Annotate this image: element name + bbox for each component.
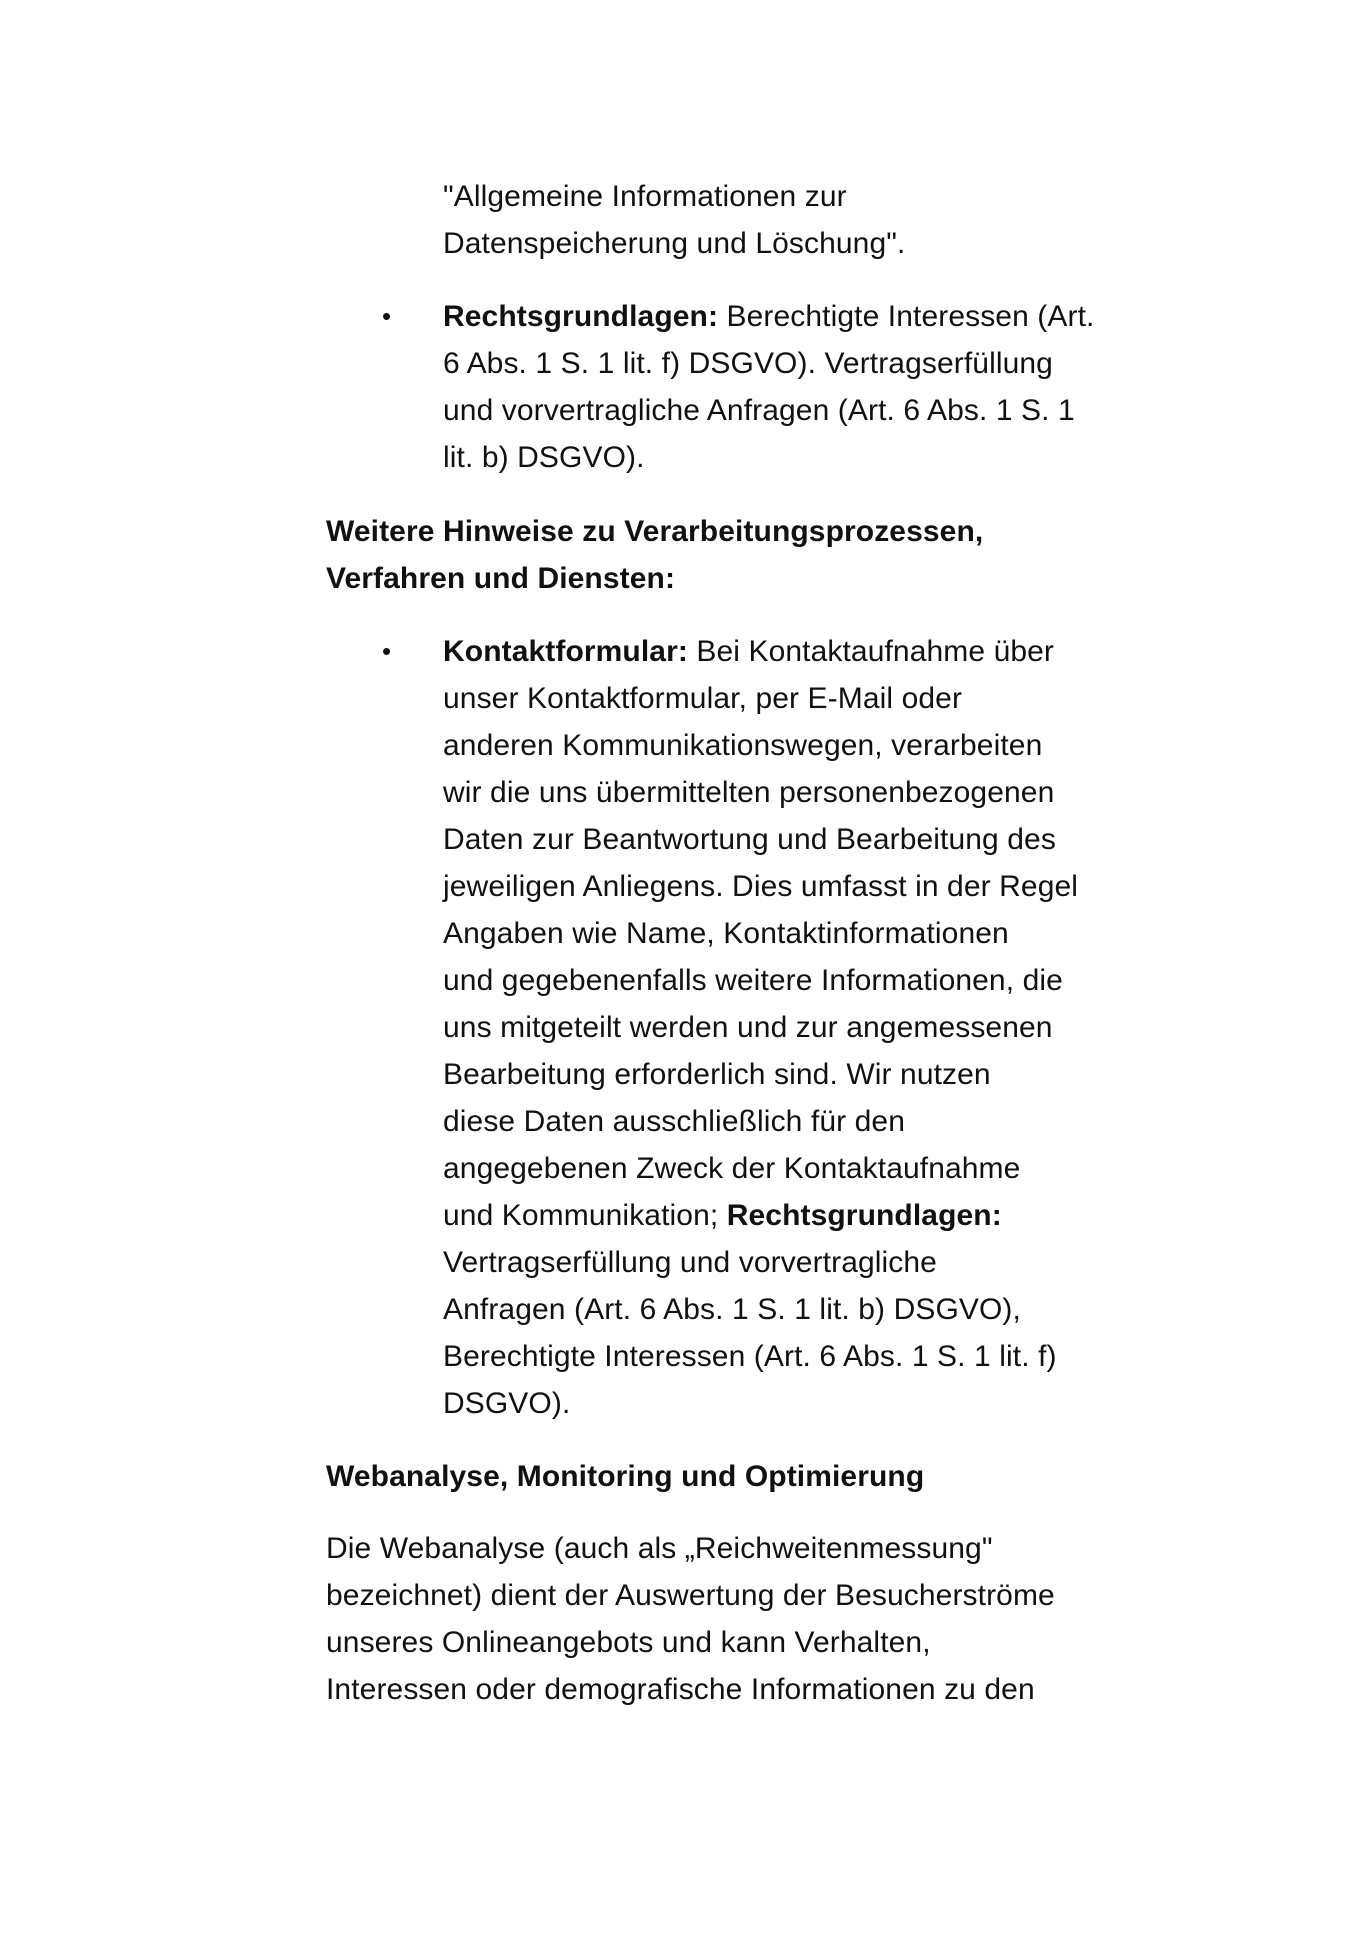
text-line: anderen Kommunikationswegen, verarbeiten [443,729,1043,762]
text-line [443,628,1163,675]
text-line: Interessen oder demografische Informationen zu den [326,1673,1035,1706]
text-line: lit. b) DSGVO). [443,441,645,474]
text-span: und Kommunikation; [443,1199,727,1232]
text-line: Anfragen (Art. 6 Abs. 1 S. 1 lit. b) DSGVO), [443,1293,1021,1326]
section-heading-web-analysis [326,1453,1146,1500]
bullet-marker: • [382,301,392,331]
heading-line: Webanalyse, Monitoring und Optimierung [326,1460,925,1493]
text-line: Die Webanalyse (auch als „Reichweitenmessung" [326,1532,993,1565]
text-line: Vertragserfüllung und vorvertragliche [443,1246,937,1279]
text-line: und gegebenenfalls weitere Informationen, die [443,964,1063,997]
continuation-text [443,173,1163,267]
text-line: "Allgemeine Informationen zur [443,180,847,213]
text-line: unser Kontaktformular, per E-Mail oder [443,682,963,715]
text-line: diese Daten ausschließlich für den [443,1105,905,1138]
heading-line: Verfahren und Diensten: [326,562,676,595]
bullet-marker: • [382,636,392,666]
bold-label: Rechtsgrundlagen: [443,300,719,333]
text-line: unseres Onlineangebots und kann Verhalten, [326,1626,931,1659]
text-line: Bearbeitung erforderlich sind. Wir nutzen [443,1058,991,1091]
text-line: Datenspeicherung und Löschung". [443,227,906,260]
text-line: angegebenen Zweck der Kontaktaufnahme [443,1152,1021,1185]
text-line [443,1192,1163,1239]
section-heading-further-notes [326,508,1146,602]
text-line: 6 Abs. 1 S. 1 lit. f) DSGVO). Vertragserfüllung [443,347,1053,380]
text-span: Bei Kontaktaufnahme über [687,635,1055,668]
text-line: DSGVO). [443,1387,571,1420]
text-line: und vorvertragliche Anfragen (Art. 6 Abs. 1 S. 1 [443,394,1075,427]
bold-label: Kontaktformular: [443,635,688,668]
heading-line: Weitere Hinweise zu Verarbeitungsprozessen, [326,515,984,548]
text-line [443,293,1163,340]
bullet-item-legal-basis [443,293,1163,481]
text-line: Daten zur Beantwortung und Bearbeitung des [443,823,1056,856]
text-line: uns mitgeteilt werden und zur angemessenen [443,1011,1053,1044]
text-line: Angaben wie Name, Kontaktinformationen [443,917,1009,950]
text-span: Berechtigte Interessen (Art. [718,300,1095,333]
text-line: jeweiligen Anliegens. Dies umfasst in der Regel [443,870,1079,903]
paragraph-web-analysis [326,1525,1146,1713]
text-line: bezeichnet) dient der Auswertung der Besucherströme [326,1579,1055,1612]
bold-label: Rechtsgrundlagen: [726,1199,1002,1232]
text-line: wir die uns übermittelten personenbezogenen [443,776,1055,809]
text-line: Berechtigte Interessen (Art. 6 Abs. 1 S. 1 lit. f) [443,1340,1057,1373]
bullet-item-contact-form [443,628,1163,1427]
